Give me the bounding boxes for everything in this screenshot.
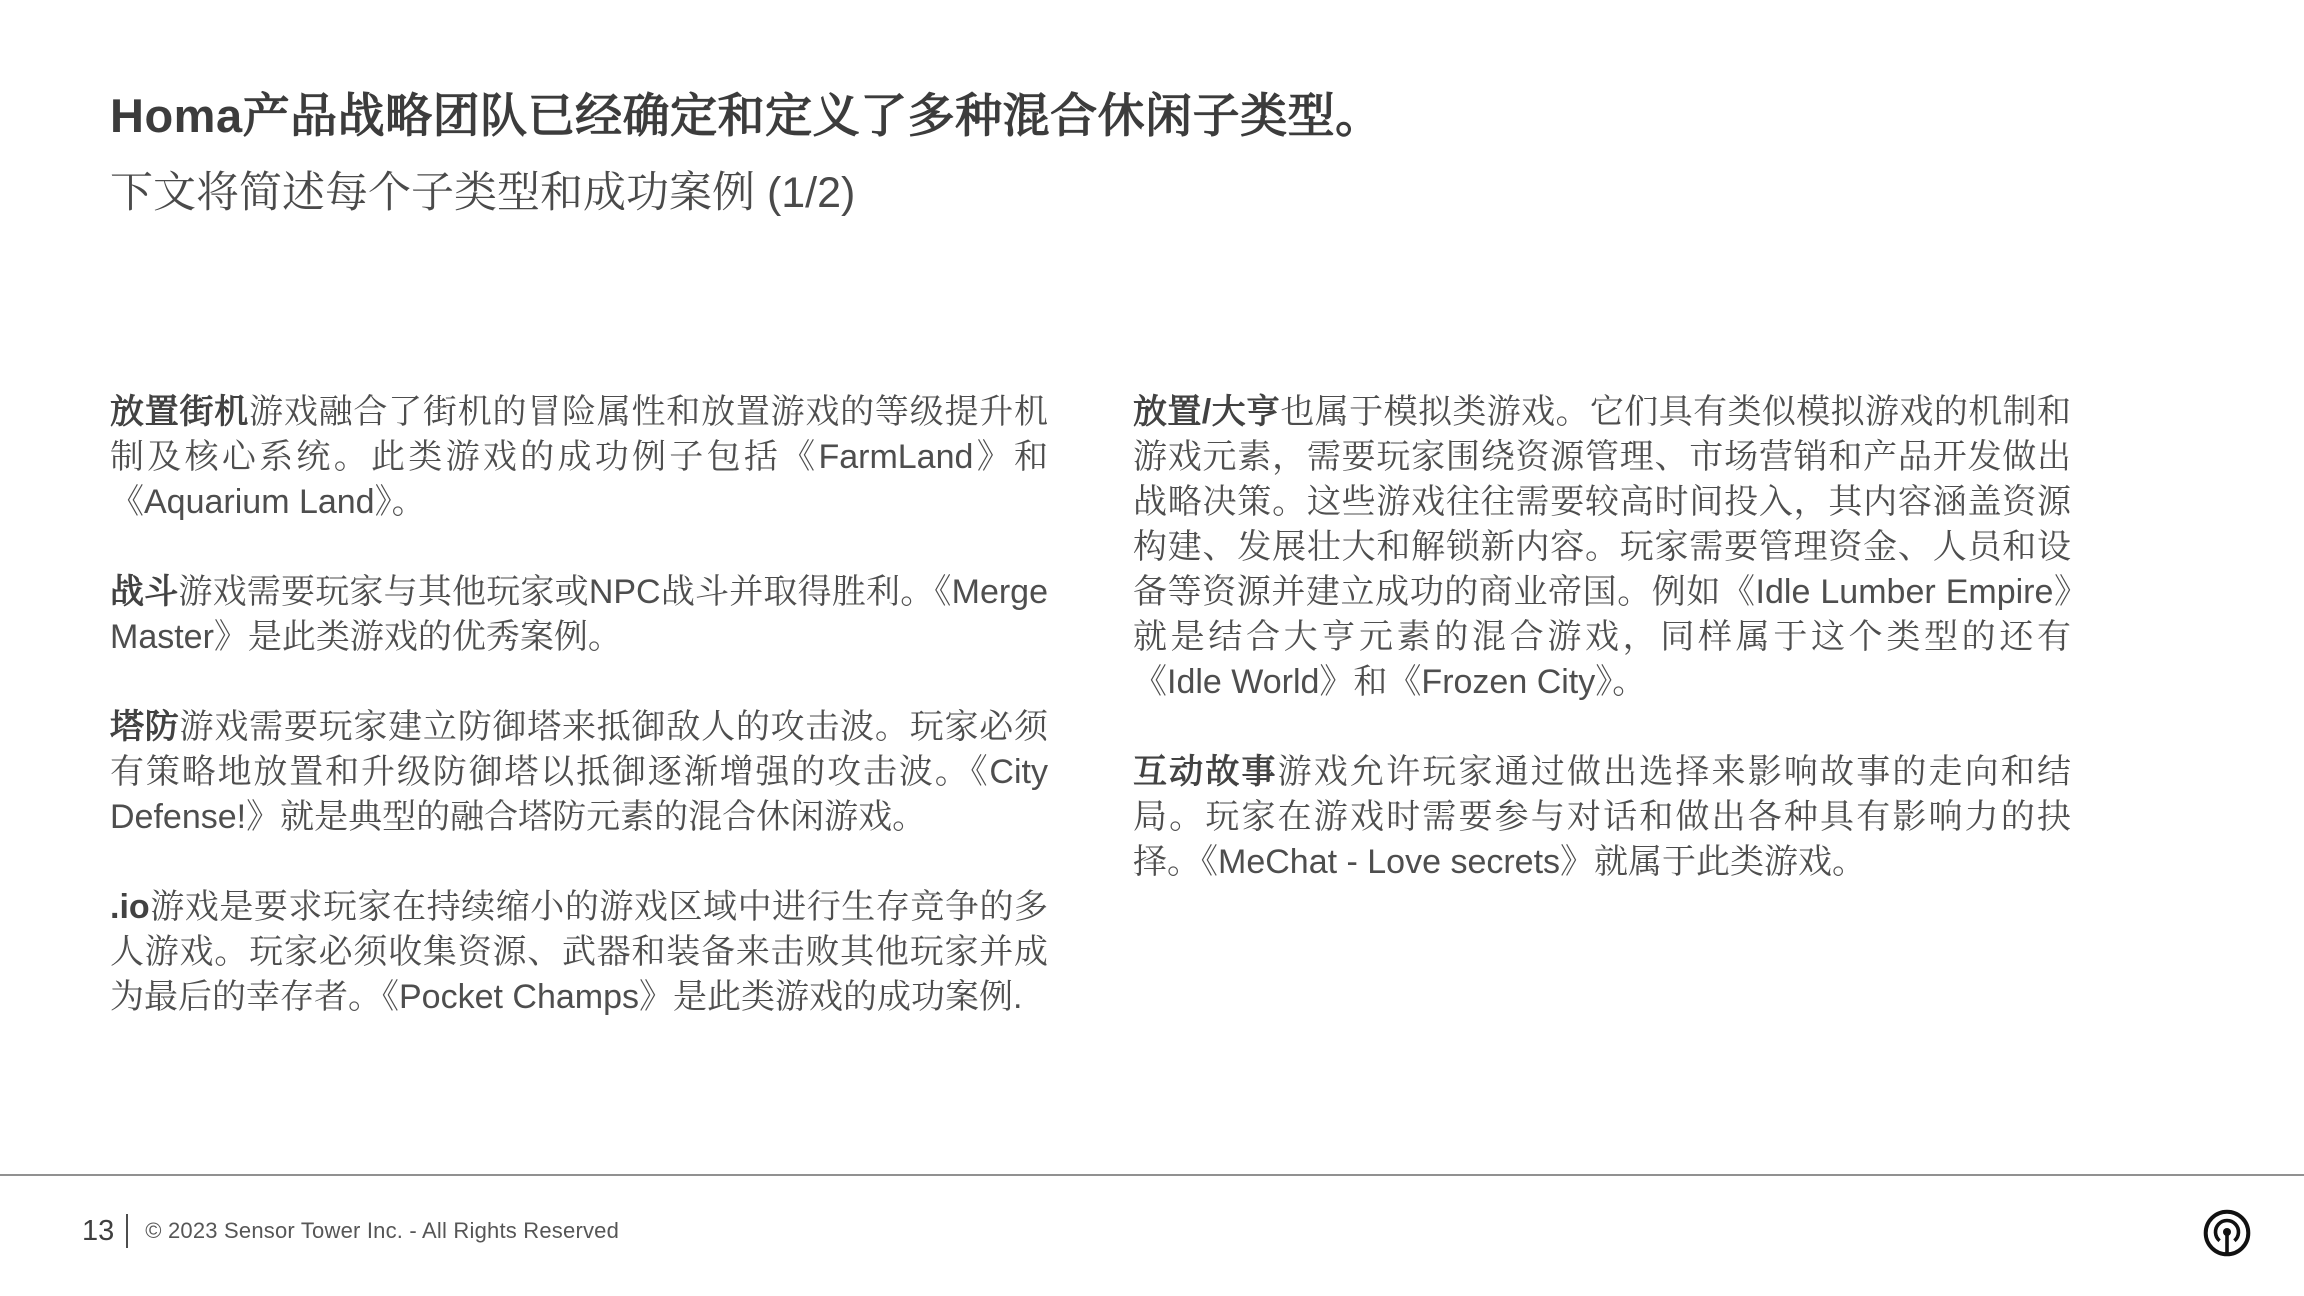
page-subtitle: 下文将简述每个子类型和成功案例 (1/2) — [110, 169, 856, 217]
paragraph-text: 游戏需要玩家建立防御塔来抵御敌人的攻击波。玩家必须有策略地放置和升级防御塔以抵御逐渐增强的攻击波。《City Defense!》就是典型的融合塔防元素的混合休闲游戏。 — [110, 708, 1049, 836]
footer-separator — [126, 1214, 128, 1248]
page-title: Homa产品战略团队已经确定和定义了多种混合休闲子类型。 — [110, 89, 1383, 142]
copyright-text: © 2023 Sensor Tower Inc. - All Rights Reserved — [145, 1218, 620, 1243]
left-column — [110, 390, 1048, 1065]
paragraph-idle-tycoon — [1133, 390, 2071, 705]
paragraph-text: 游戏融合了街机的冒险属性和放置游戏的等级提升机制及核心系统。此类游戏的成功例子包括《FarmLand》和《Aquarium Land》。 — [110, 393, 1048, 521]
paragraph-text: 游戏允许玩家通过做出选择来影响故事的走向和结局。玩家在游戏时需要参与对话和做出各种具有影响力的抉择。《MeChat - Love secrets》就属于此类游戏。 — [1133, 753, 2071, 881]
page-number: 13 — [82, 1214, 115, 1247]
paragraph-io — [110, 885, 1048, 1020]
paragraph-interactive-story — [1133, 750, 2071, 885]
paragraph-lead: 放置街机 — [110, 393, 250, 431]
page-header — [110, 86, 2184, 220]
body-columns — [110, 390, 2071, 1065]
footer-divider — [0, 1174, 2304, 1176]
paragraph-lead: .io — [110, 888, 150, 926]
page-footer — [82, 1214, 619, 1248]
right-column — [1133, 390, 2071, 1065]
paragraph-text: 游戏是要求玩家在持续缩小的游戏区域中进行生存竞争的多人游戏。玩家必须收集资源、武器和装备来击败其他玩家并成为最后的幸存者。《Pocket Champs》是此类游戏的成功案例. — [110, 888, 1048, 1016]
paragraph-text: 游戏需要玩家与其他玩家或NPC战斗并取得胜利。《Merge Master》是此类游戏的优秀案例。 — [110, 573, 1049, 656]
paragraph-lead: 互动故事 — [1133, 753, 1278, 791]
paragraph-text: 也属于模拟类游戏。它们具有类似模拟游戏的机制和游戏元素，需要玩家围绕资源管理、市场营销和产品开发做出战略决策。这些游戏往往需要较高时间投入，其内容涵盖资源构建、发展壮大和解锁新内容。玩家需要管理资金、人员和设备等资源并建立成功的商业帝国。例如《Idle Lumber Empire》就是结合大亨元素的混合游戏，同样属于这个类型的还有《Idle World》和《Frozen City》。 — [1133, 393, 2071, 701]
sensor-tower-logo-icon — [2202, 1208, 2252, 1258]
paragraph-lead: 放置/大亨 — [1133, 393, 1281, 431]
paragraph-lead: 战斗 — [110, 573, 179, 611]
paragraph-idle-arcade — [110, 390, 1048, 525]
paragraph-lead: 塔防 — [110, 708, 180, 746]
paragraph-tower-defense — [110, 705, 1048, 840]
paragraph-battle — [110, 570, 1048, 660]
